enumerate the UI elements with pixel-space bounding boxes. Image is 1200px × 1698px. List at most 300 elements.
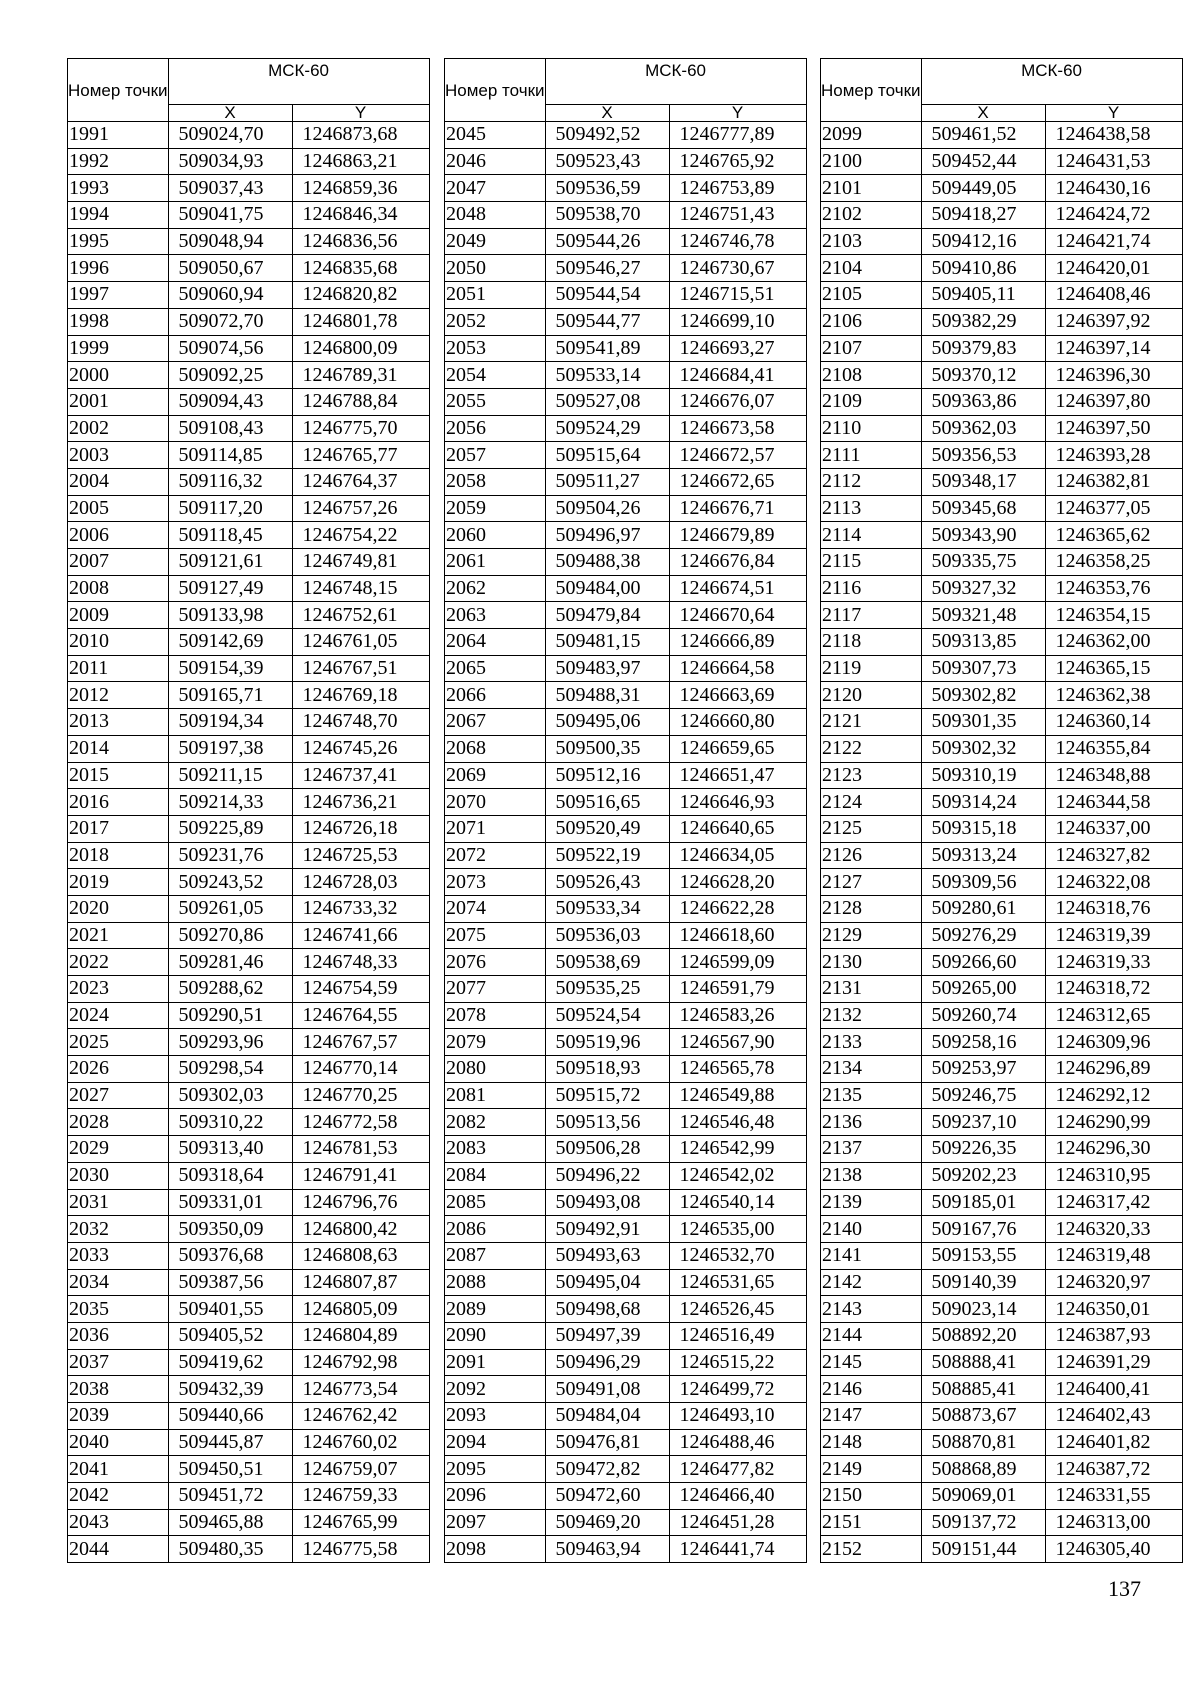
table-row [821, 1136, 1183, 1163]
table-row [445, 282, 807, 309]
table-row [68, 1429, 430, 1456]
y-coordinate-cell: 1246319,39 [1045, 922, 1182, 949]
table-row [821, 122, 1183, 149]
y-coordinate-cell: 1246800,09 [292, 335, 429, 362]
table-row [445, 202, 807, 229]
y-coordinate-cell: 1246360,14 [1045, 709, 1182, 736]
y-coordinate-cell: 1246730,67 [669, 255, 806, 282]
y-coordinate-cell: 1246296,30 [1045, 1136, 1182, 1163]
table-row [821, 895, 1183, 922]
point-number-cell: 2025 [68, 1029, 169, 1056]
point-number-cell: 2014 [68, 735, 169, 762]
point-number-cell: 2141 [821, 1242, 922, 1269]
y-coordinate-cell: 1246313,00 [1045, 1509, 1182, 1536]
point-number-cell: 2045 [445, 122, 546, 149]
table-row [821, 1456, 1183, 1483]
point-number-cell: 1996 [68, 255, 169, 282]
table-row [68, 575, 430, 602]
x-coordinate-cell: 509318,64 [168, 1162, 292, 1189]
point-number-cell: 2028 [68, 1109, 169, 1136]
x-coordinate-cell: 509483,97 [545, 655, 669, 682]
table-row [445, 1429, 807, 1456]
y-coordinate-cell: 1246805,09 [292, 1296, 429, 1323]
table-row [821, 255, 1183, 282]
x-coordinate-cell: 509495,06 [545, 709, 669, 736]
x-coordinate-cell: 509231,76 [168, 842, 292, 869]
y-coordinate-cell: 1246765,77 [292, 442, 429, 469]
table-row [68, 1376, 430, 1403]
table-row [445, 1536, 807, 1563]
table-row [445, 468, 807, 495]
x-coordinate-cell: 508868,89 [921, 1456, 1045, 1483]
x-coordinate-cell: 509379,83 [921, 335, 1045, 362]
x-coordinate-cell: 509432,39 [168, 1376, 292, 1403]
x-coordinate-cell: 509197,38 [168, 735, 292, 762]
table-row [821, 1109, 1183, 1136]
x-coordinate-cell: 509060,94 [168, 282, 292, 309]
point-number-cell: 2147 [821, 1403, 922, 1430]
y-coordinate-cell: 1246540,14 [669, 1189, 806, 1216]
point-number-cell: 2063 [445, 602, 546, 629]
table-row [68, 442, 430, 469]
table-row [445, 1242, 807, 1269]
table-row [821, 1403, 1183, 1430]
y-coordinate-cell: 1246676,07 [669, 388, 806, 415]
point-number-cell: 2091 [445, 1349, 546, 1376]
point-number-cell: 1999 [68, 335, 169, 362]
point-number-cell: 2152 [821, 1536, 922, 1563]
x-coordinate-cell: 509118,45 [168, 522, 292, 549]
y-coordinate-cell: 1246659,65 [669, 735, 806, 762]
table-row [445, 1056, 807, 1083]
x-coordinate-cell: 509202,23 [921, 1162, 1045, 1189]
table-row [821, 842, 1183, 869]
y-coordinate-cell: 1246350,01 [1045, 1296, 1182, 1323]
y-coordinate-cell: 1246327,82 [1045, 842, 1182, 869]
y-coordinate-cell: 1246397,14 [1045, 335, 1182, 362]
point-number-cell: 2047 [445, 175, 546, 202]
point-number-cell: 2072 [445, 842, 546, 869]
y-coordinate-cell: 1246499,72 [669, 1376, 806, 1403]
x-coordinate-cell: 509461,52 [921, 122, 1045, 149]
x-coordinate-cell: 509412,16 [921, 228, 1045, 255]
point-number-cell: 2033 [68, 1242, 169, 1269]
x-coordinate-cell: 509520,49 [545, 815, 669, 842]
y-coordinate-cell: 1246515,22 [669, 1349, 806, 1376]
y-coordinate-cell: 1246800,42 [292, 1216, 429, 1243]
y-coordinate-cell: 1246397,80 [1045, 388, 1182, 415]
table-row [445, 442, 807, 469]
point-number-cell: 2016 [68, 789, 169, 816]
point-number-cell: 2050 [445, 255, 546, 282]
y-coordinate-cell: 1246664,58 [669, 655, 806, 682]
point-number-cell: 2030 [68, 1162, 169, 1189]
y-coordinate-cell: 1246312,65 [1045, 1002, 1182, 1029]
x-coordinate-cell: 509050,67 [168, 255, 292, 282]
point-number-cell: 2098 [445, 1536, 546, 1563]
point-number-cell: 2038 [68, 1376, 169, 1403]
table-row [821, 549, 1183, 576]
table-row [821, 468, 1183, 495]
table-row [68, 1483, 430, 1510]
point-number-cell: 2049 [445, 228, 546, 255]
y-coordinate-cell: 1246788,84 [292, 388, 429, 415]
x-coordinate-cell: 509480,35 [168, 1536, 292, 1563]
y-coordinate-cell: 1246309,96 [1045, 1029, 1182, 1056]
table-row [445, 175, 807, 202]
point-number-cell: 2001 [68, 388, 169, 415]
y-coordinate-cell: 1246764,37 [292, 468, 429, 495]
point-number-cell: 2023 [68, 976, 169, 1003]
x-coordinate-cell: 509493,08 [545, 1189, 669, 1216]
y-coordinate-cell: 1246699,10 [669, 308, 806, 335]
table-row [445, 1082, 807, 1109]
x-coordinate-cell: 509114,85 [168, 442, 292, 469]
y-coordinate-cell: 1246466,40 [669, 1483, 806, 1510]
x-coordinate-cell: 509496,22 [545, 1162, 669, 1189]
x-coordinate-cell: 509518,93 [545, 1056, 669, 1083]
table-row [821, 629, 1183, 656]
y-coordinate-cell: 1246726,18 [292, 815, 429, 842]
x-coordinate-cell: 509405,11 [921, 282, 1045, 309]
x-coordinate-cell: 509504,26 [545, 495, 669, 522]
y-coordinate-cell: 1246674,51 [669, 575, 806, 602]
table-row [445, 1456, 807, 1483]
point-number-cell: 2065 [445, 655, 546, 682]
table-row [445, 1269, 807, 1296]
x-coordinate-cell: 509321,48 [921, 602, 1045, 629]
point-number-cell: 2087 [445, 1242, 546, 1269]
table-row [821, 1242, 1183, 1269]
y-column-header: Y [669, 105, 806, 122]
y-coordinate-cell: 1246775,70 [292, 415, 429, 442]
y-coordinate-cell: 1246769,18 [292, 682, 429, 709]
point-number-cell: 2137 [821, 1136, 922, 1163]
point-number-cell: 2082 [445, 1109, 546, 1136]
point-number-cell: 2068 [445, 735, 546, 762]
y-coordinate-cell: 1246420,01 [1045, 255, 1182, 282]
table-row [445, 655, 807, 682]
x-coordinate-cell: 509463,94 [545, 1536, 669, 1563]
table-row [68, 789, 430, 816]
y-coordinate-cell: 1246358,25 [1045, 549, 1182, 576]
point-number-cell: 2121 [821, 709, 922, 736]
point-number-cell: 2146 [821, 1376, 922, 1403]
y-coordinate-cell: 1246676,84 [669, 549, 806, 576]
table-row [821, 1376, 1183, 1403]
y-coordinate-cell: 1246646,93 [669, 789, 806, 816]
point-number-cell: 2149 [821, 1456, 922, 1483]
point-number-cell: 2067 [445, 709, 546, 736]
point-number-cell: 2012 [68, 682, 169, 709]
table-row [445, 1509, 807, 1536]
y-coordinate-cell: 1246741,66 [292, 922, 429, 949]
point-number-cell: 2066 [445, 682, 546, 709]
y-coordinate-cell: 1246748,15 [292, 575, 429, 602]
y-coordinate-cell: 1246628,20 [669, 869, 806, 896]
x-coordinate-cell: 509290,51 [168, 1002, 292, 1029]
point-number-cell: 2017 [68, 815, 169, 842]
point-number-cell: 2026 [68, 1056, 169, 1083]
x-coordinate-cell: 509538,69 [545, 949, 669, 976]
point-number-cell: 2059 [445, 495, 546, 522]
point-number-cell: 2148 [821, 1429, 922, 1456]
x-coordinate-cell: 509153,55 [921, 1242, 1045, 1269]
point-number-cell: 2117 [821, 602, 922, 629]
coordinates-table-1 [67, 58, 430, 1563]
point-number-cell: 2096 [445, 1483, 546, 1510]
x-coordinate-cell: 509137,72 [921, 1509, 1045, 1536]
x-coordinate-cell: 509335,75 [921, 549, 1045, 576]
table-row [68, 1403, 430, 1430]
table-row [445, 335, 807, 362]
table-row [821, 202, 1183, 229]
table-row [68, 549, 430, 576]
point-number-cell: 2009 [68, 602, 169, 629]
point-number-cell: 2018 [68, 842, 169, 869]
point-number-cell: 2069 [445, 762, 546, 789]
x-coordinate-cell: 509492,91 [545, 1216, 669, 1243]
y-coordinate-cell: 1246789,31 [292, 362, 429, 389]
y-coordinate-cell: 1246746,78 [669, 228, 806, 255]
x-coordinate-cell: 509154,39 [168, 655, 292, 682]
y-coordinate-cell: 1246546,48 [669, 1109, 806, 1136]
table-row [68, 202, 430, 229]
x-column-header: X [168, 105, 292, 122]
table-row [821, 1162, 1183, 1189]
point-number-cell: 2054 [445, 362, 546, 389]
table-row [68, 1189, 430, 1216]
x-coordinate-cell: 509281,46 [168, 949, 292, 976]
point-number-cell: 2089 [445, 1296, 546, 1323]
table-row [821, 308, 1183, 335]
y-coordinate-cell: 1246736,21 [292, 789, 429, 816]
y-coordinate-cell: 1246451,28 [669, 1509, 806, 1536]
y-coordinate-cell: 1246781,53 [292, 1136, 429, 1163]
point-number-cell: 2011 [68, 655, 169, 682]
x-coordinate-cell: 509258,16 [921, 1029, 1045, 1056]
point-number-cell: 2029 [68, 1136, 169, 1163]
y-coordinate-cell: 1246775,58 [292, 1536, 429, 1563]
x-coordinate-cell: 509481,15 [545, 629, 669, 656]
point-number-cell: 2115 [821, 549, 922, 576]
x-coordinate-cell: 509511,27 [545, 468, 669, 495]
x-coordinate-cell: 509533,34 [545, 895, 669, 922]
table-row [821, 575, 1183, 602]
x-coordinate-cell: 509302,03 [168, 1082, 292, 1109]
y-coordinate-cell: 1246362,38 [1045, 682, 1182, 709]
table-row [445, 789, 807, 816]
point-number-cell: 2093 [445, 1403, 546, 1430]
x-coordinate-cell: 509449,05 [921, 175, 1045, 202]
y-coordinate-cell: 1246535,00 [669, 1216, 806, 1243]
y-coordinate-cell: 1246397,50 [1045, 415, 1182, 442]
x-coordinate-cell: 509440,66 [168, 1403, 292, 1430]
y-coordinate-cell: 1246337,00 [1045, 815, 1182, 842]
x-coordinate-cell: 509418,27 [921, 202, 1045, 229]
x-coordinate-cell: 509072,70 [168, 308, 292, 335]
x-coordinate-cell: 509023,14 [921, 1296, 1045, 1323]
table-row [68, 1322, 430, 1349]
x-coordinate-cell: 509524,29 [545, 415, 669, 442]
coordinates-table-2 [444, 58, 807, 1563]
y-coordinate-cell: 1246770,25 [292, 1082, 429, 1109]
x-coordinate-cell: 509214,33 [168, 789, 292, 816]
table-row [445, 1403, 807, 1430]
table-row [821, 762, 1183, 789]
table-row [445, 1002, 807, 1029]
table-row [445, 522, 807, 549]
point-number-cell: 2133 [821, 1029, 922, 1056]
y-coordinate-cell: 1246761,05 [292, 629, 429, 656]
y-coordinate-cell: 1246846,34 [292, 202, 429, 229]
table-body [445, 122, 807, 1563]
point-number-cell: 2034 [68, 1269, 169, 1296]
table-row [68, 735, 430, 762]
point-number-cell: 2040 [68, 1429, 169, 1456]
x-coordinate-cell: 509544,26 [545, 228, 669, 255]
table-row [445, 949, 807, 976]
table-row [68, 1509, 430, 1536]
point-number-cell: 2064 [445, 629, 546, 656]
y-coordinate-cell: 1246438,58 [1045, 122, 1182, 149]
point-number-cell: 2107 [821, 335, 922, 362]
table-row [68, 1056, 430, 1083]
x-coordinate-cell: 509382,29 [921, 308, 1045, 335]
point-number-cell: 2123 [821, 762, 922, 789]
y-coordinate-cell: 1246753,89 [669, 175, 806, 202]
point-number-cell: 2000 [68, 362, 169, 389]
table-row [821, 1536, 1183, 1563]
table-row [821, 1322, 1183, 1349]
table-row [68, 1349, 430, 1376]
x-coordinate-cell: 509491,08 [545, 1376, 669, 1403]
y-coordinate-cell: 1246421,74 [1045, 228, 1182, 255]
y-column-header: Y [292, 105, 429, 122]
point-number-cell: 2003 [68, 442, 169, 469]
table-row [68, 468, 430, 495]
x-coordinate-cell: 509301,35 [921, 709, 1045, 736]
table-row [821, 1082, 1183, 1109]
table-row [68, 1162, 430, 1189]
point-number-cell: 2097 [445, 1509, 546, 1536]
x-coordinate-cell: 509524,54 [545, 1002, 669, 1029]
table-row [68, 308, 430, 335]
point-number-cell: 2112 [821, 468, 922, 495]
point-number-cell: 2116 [821, 575, 922, 602]
point-number-cell: 2135 [821, 1082, 922, 1109]
point-number-cell: 2057 [445, 442, 546, 469]
x-coordinate-cell: 509117,20 [168, 495, 292, 522]
y-coordinate-cell: 1246622,28 [669, 895, 806, 922]
x-coordinate-cell: 509310,22 [168, 1109, 292, 1136]
point-number-cell: 2053 [445, 335, 546, 362]
x-coordinate-cell: 509546,27 [545, 255, 669, 282]
table-row [821, 815, 1183, 842]
x-coordinate-cell: 509526,43 [545, 869, 669, 896]
coordinates-table-3 [820, 58, 1183, 1563]
y-coordinate-cell: 1246751,43 [669, 202, 806, 229]
table-row [445, 495, 807, 522]
point-number-cell: 2114 [821, 522, 922, 549]
x-coordinate-cell: 509298,54 [168, 1056, 292, 1083]
x-coordinate-cell: 509024,70 [168, 122, 292, 149]
table-row [445, 1136, 807, 1163]
table-row [445, 1483, 807, 1510]
table-row [445, 308, 807, 335]
table-row [821, 1509, 1183, 1536]
x-coordinate-cell: 509307,73 [921, 655, 1045, 682]
table-row [445, 1109, 807, 1136]
y-coordinate-cell: 1246859,36 [292, 175, 429, 202]
x-coordinate-cell: 509345,68 [921, 495, 1045, 522]
y-coordinate-cell: 1246765,99 [292, 1509, 429, 1536]
x-coordinate-cell: 509127,49 [168, 575, 292, 602]
point-number-cell: 2056 [445, 415, 546, 442]
table-row [445, 1322, 807, 1349]
y-coordinate-cell: 1246599,09 [669, 949, 806, 976]
x-coordinate-cell: 509041,75 [168, 202, 292, 229]
point-number-cell: 2041 [68, 1456, 169, 1483]
point-number-cell: 2104 [821, 255, 922, 282]
table-row [821, 1349, 1183, 1376]
y-coordinate-cell: 1246431,53 [1045, 148, 1182, 175]
x-coordinate-cell: 509313,40 [168, 1136, 292, 1163]
point-number-cell: 2139 [821, 1189, 922, 1216]
y-coordinate-cell: 1246319,33 [1045, 949, 1182, 976]
point-number-cell: 2039 [68, 1403, 169, 1430]
table-row [445, 549, 807, 576]
table-row [68, 922, 430, 949]
x-coordinate-cell: 509541,89 [545, 335, 669, 362]
table-row [68, 415, 430, 442]
x-coordinate-cell: 509261,05 [168, 895, 292, 922]
x-coordinate-cell: 509472,60 [545, 1483, 669, 1510]
y-coordinate-cell: 1246305,40 [1045, 1536, 1182, 1563]
table-row [68, 362, 430, 389]
point-number-cell: 2140 [821, 1216, 922, 1243]
table-row [445, 842, 807, 869]
table-row [445, 629, 807, 656]
table-row [821, 1216, 1183, 1243]
x-coordinate-cell: 509167,76 [921, 1216, 1045, 1243]
table-row [445, 228, 807, 255]
table-row [68, 1296, 430, 1323]
table-row [68, 1136, 430, 1163]
table-row [445, 415, 807, 442]
y-coordinate-cell: 1246863,21 [292, 148, 429, 175]
table-row [68, 655, 430, 682]
y-coordinate-cell: 1246693,27 [669, 335, 806, 362]
x-coordinate-cell: 509331,01 [168, 1189, 292, 1216]
x-coordinate-cell: 509194,34 [168, 709, 292, 736]
point-number-cell: 2100 [821, 148, 922, 175]
point-number-cell: 2124 [821, 789, 922, 816]
point-number-cell: 2138 [821, 1162, 922, 1189]
table-row [821, 362, 1183, 389]
x-coordinate-cell: 509270,86 [168, 922, 292, 949]
table-row [68, 1536, 430, 1563]
y-coordinate-cell: 1246387,93 [1045, 1322, 1182, 1349]
y-coordinate-cell: 1246402,43 [1045, 1403, 1182, 1430]
point-number-cell: 2077 [445, 976, 546, 1003]
table-row [445, 1029, 807, 1056]
y-coordinate-cell: 1246531,65 [669, 1269, 806, 1296]
x-coordinate-cell: 509405,52 [168, 1322, 292, 1349]
y-coordinate-cell: 1246759,33 [292, 1483, 429, 1510]
table-row [445, 976, 807, 1003]
x-coordinate-cell: 509488,31 [545, 682, 669, 709]
